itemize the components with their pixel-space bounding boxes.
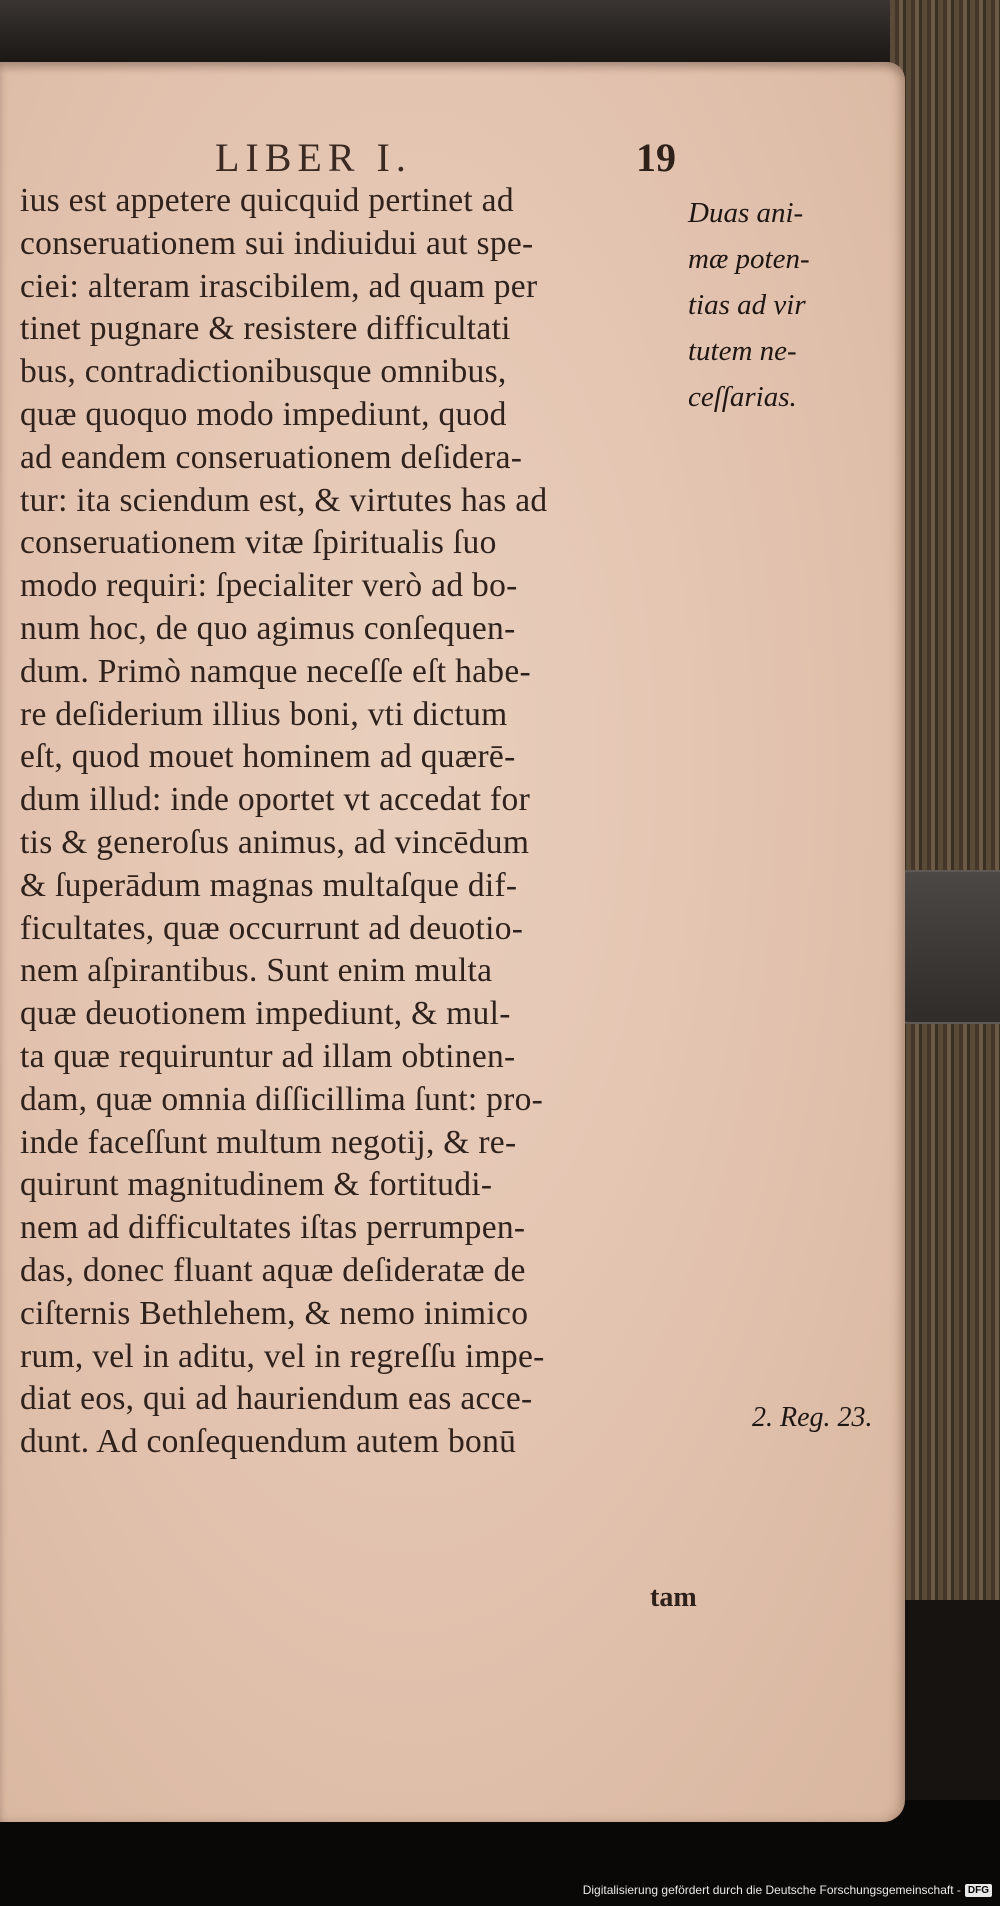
text-line: eſt, quod mouet hominem ad quærē-: [20, 738, 516, 776]
text-line: num hoc, de quo agimus conſequen-: [20, 609, 516, 647]
text-line: ta quæ requiruntur ad illam obtinen-: [20, 1037, 516, 1075]
margin-note-line: mæ poten-: [688, 243, 810, 275]
text-line: conseruationem vitæ ſpiritualis ſuo: [20, 524, 497, 562]
text-line: ius est appetere quicquid pertinet ad: [20, 182, 514, 219]
book-page: [0, 62, 905, 1822]
text-line: ficultates, quæ occurrunt ad deuotio-: [20, 909, 524, 947]
catchword: tam: [650, 1582, 697, 1613]
text-line: tis & generoſus animus, ad vincēdum: [20, 823, 530, 861]
margin-note-line: Duas ani-: [688, 197, 804, 229]
margin-note-line: tutem ne-: [688, 335, 797, 367]
digitization-credit: [583, 1880, 992, 1900]
body-text: [20, 180, 720, 1464]
text-line: dum illud: inde oportet vt accedat for: [20, 781, 531, 819]
text-line: tinet pugnare & resistere difficultati: [20, 310, 511, 348]
running-head: LIBER I.: [215, 135, 412, 180]
text-line: quæ deuotionem impediunt, & mul-: [20, 995, 511, 1033]
book-top-edge: [0, 0, 900, 62]
book-lower-edge: [905, 1600, 1000, 1800]
page-number: 19: [636, 135, 676, 180]
text-line: dunt. Ad conſequendum autem bonū: [20, 1423, 517, 1461]
text-line: dam, quæ omnia diſſicillima ſunt: pro-: [20, 1080, 544, 1118]
text-line: modo requiri: ſpecialiter verò ad bo-: [20, 567, 518, 605]
margin-note-line: ceſſarias.: [688, 381, 797, 413]
text-line: ad eandem conseruationem deſidera-: [20, 438, 523, 476]
text-line: & ſuperādum magnas multaſque dif-: [20, 866, 518, 904]
text-line: nem ad difficultates iſtas perrumpen-: [20, 1209, 526, 1247]
text-line: re deſiderium illius boni, vti dictum: [20, 695, 508, 733]
text-line: dum. Primò namque neceſſe eſt habe-: [20, 652, 531, 690]
text-line: quirunt magnitudinem & fortitudi-: [20, 1166, 493, 1204]
text-line: tur: ita sciendum est, & virtutes has ad: [20, 481, 548, 519]
text-line: das, donec fluant aquæ deſideratæ de: [20, 1251, 526, 1289]
text-line: conseruationem sui indiuidui aut spe-: [20, 224, 534, 262]
text-line: bus, contradictionibusque omnibus,: [20, 353, 507, 391]
book-fore-edge: [890, 0, 1000, 1600]
credit-text: Digitalisierung gefördert durch die Deutsche Forschungsgemeinschaft -: [582, 1883, 961, 1897]
text-line: inde faceſſunt multum negotij, & re-: [20, 1123, 517, 1161]
dfg-logo: DFG: [965, 1884, 992, 1897]
margin-note-line: tias ad vir: [688, 289, 806, 321]
text-line: quæ quoquo modo impediunt, quod: [20, 395, 507, 433]
text-line: diat eos, qui ad hauriendum eas acce-: [20, 1380, 533, 1418]
text-line: ciſternis Bethlehem, & nemo inimico: [20, 1294, 529, 1332]
margin-reference: 2. Reg. 23.: [752, 1402, 873, 1433]
text-line: ciei: alteram irascibilem, ad quam per: [20, 267, 538, 305]
margin-note: [688, 190, 888, 420]
text-line: rum, vel in aditu, vel in regreſſu impe-: [20, 1337, 545, 1375]
text-line: nem aſpirantibus. Sunt enim multa: [20, 952, 493, 990]
